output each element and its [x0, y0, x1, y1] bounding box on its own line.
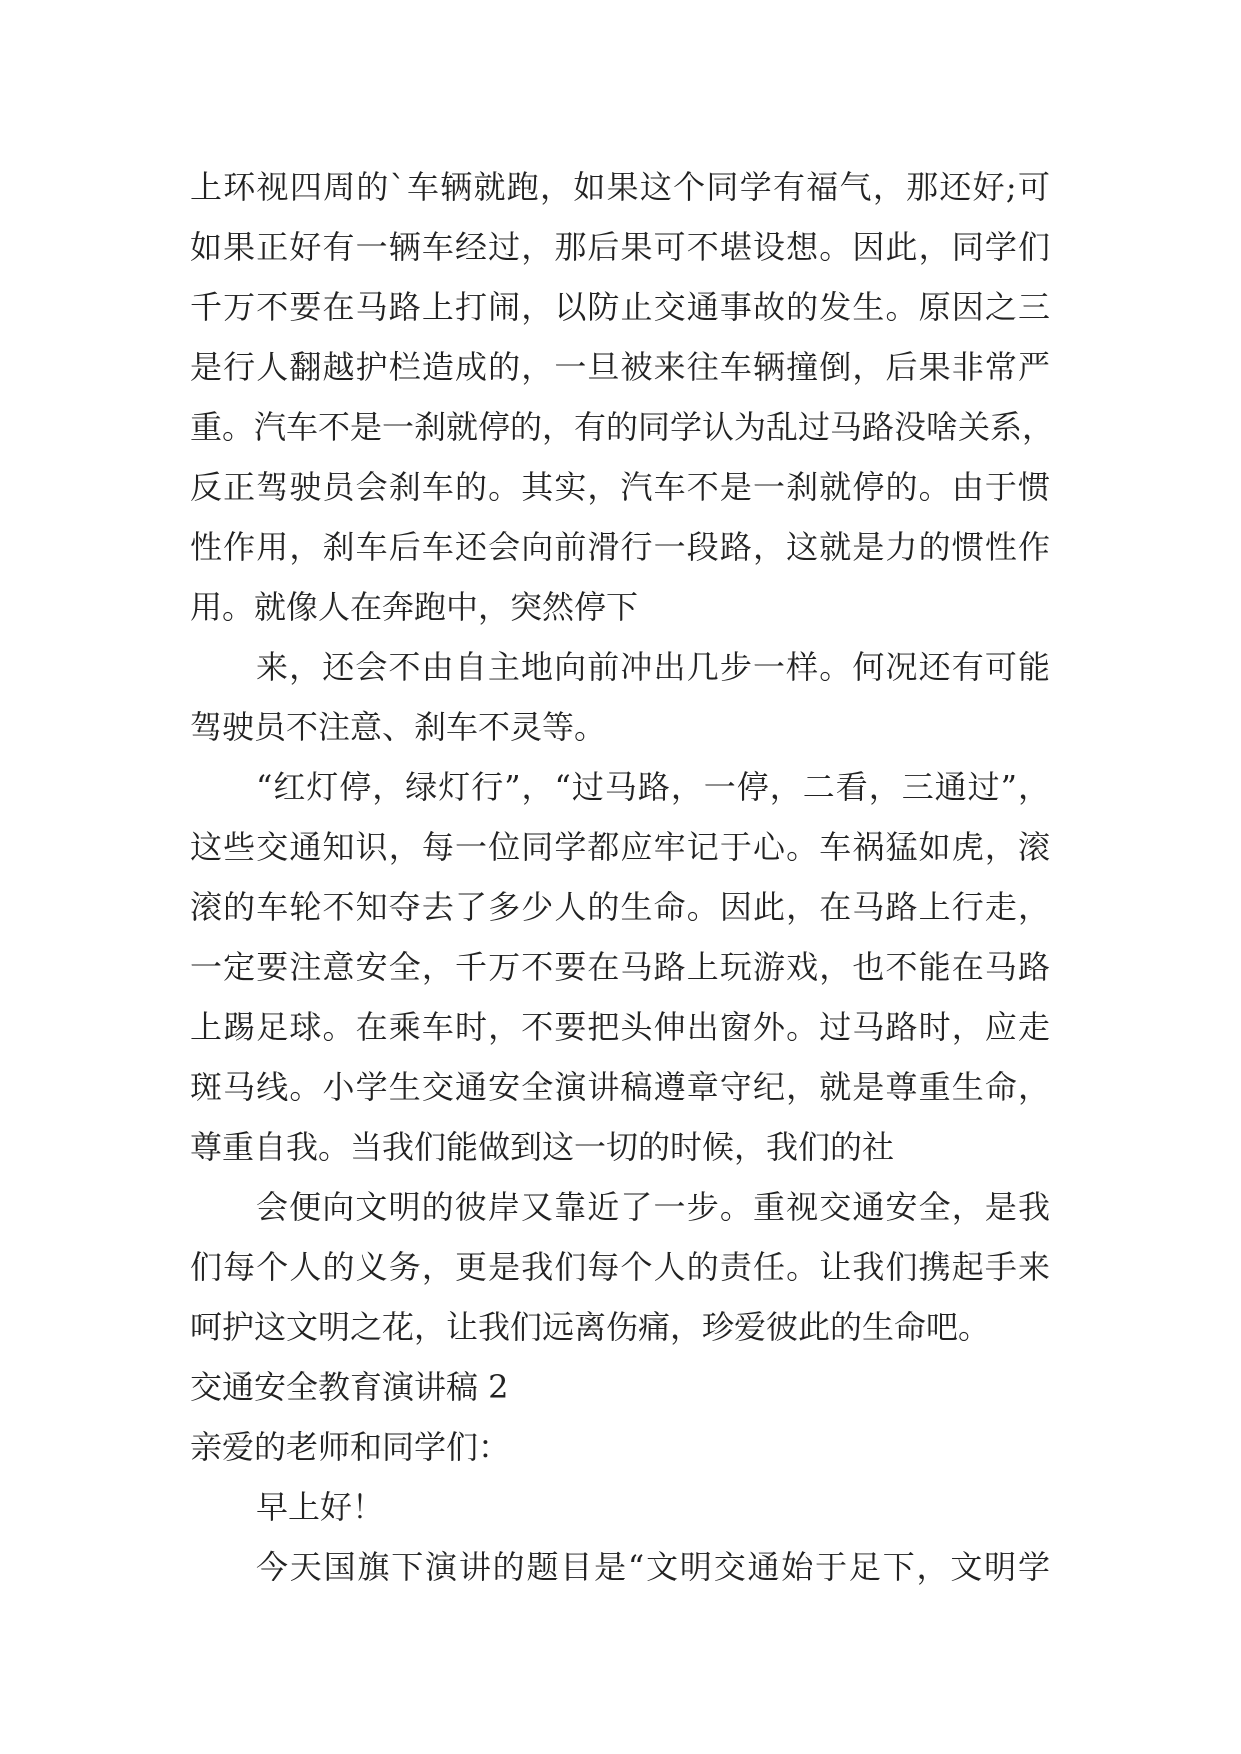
text-line: 呵护这文明之花，让我们远离伤痛，珍爱彼此的生命吧。: [190, 1308, 991, 1346]
text-line: 早上好！: [256, 1488, 385, 1526]
text-line: 交通安全教育演讲稿 2: [190, 1368, 509, 1406]
text-line: 重。汽车不是一刹就停的，有的同学认为乱过马路没啥关系，: [190, 408, 1055, 446]
text-line: 用。就像人在奔跑中，突然停下: [190, 588, 639, 626]
text-line: 一定要注意安全，千万不要在马路上玩游戏，也不能在马路: [190, 948, 1050, 986]
text-line: 上踢足球。在乘车时，不要把头伸出窗外。过马路时，应走: [190, 1008, 1050, 1046]
text-line: 是行人翻越护栏造成的，一旦被来往车辆撞倒，后果非常严: [190, 348, 1050, 386]
text-line: 千万不要在马路上打闹，以防止交通事故的发生。原因之三: [190, 288, 1050, 326]
text-line: 上环视四周的`车辆就跑，如果这个同学有福气，那还好;可: [190, 168, 1050, 206]
text-line: 尊重自我。当我们能做到这一切的时候，我们的社: [190, 1128, 895, 1166]
text-line: 们每个人的义务，更是我们每个人的责任。让我们携起手来: [190, 1248, 1050, 1286]
text-line: 反正驾驶员会刹车的。其实，汽车不是一刹就停的。由于惯: [190, 468, 1050, 506]
text-line: 来，还会不由自主地向前冲出几步一样。何况还有可能: [256, 648, 1050, 686]
text-line: 滚的车轮不知夺去了多少人的生命。因此，在马路上行走，: [190, 888, 1050, 926]
text-line: 驾驶员不注意、刹车不灵等。: [190, 708, 607, 746]
document-body: [190, 157, 1055, 1597]
text-line: 今天国旗下演讲的题目是“文明交通始于足下，文明学: [256, 1548, 1050, 1586]
text-line: 亲爱的老师和同学们：: [190, 1428, 511, 1466]
text-line: 会便向文明的彼岸又靠近了一步。重视交通安全，是我: [256, 1188, 1050, 1226]
text-line: “红灯停，绿灯行”，“过马路，一停，二看，三通过”，: [256, 768, 1050, 806]
text-line: 如果正好有一辆车经过，那后果可不堪设想。因此，同学们: [190, 228, 1050, 266]
text-line: 性作用，刹车后车还会向前滑行一段路，这就是力的惯性作: [190, 528, 1050, 566]
text-line: 斑马线。小学生交通安全演讲稿遵章守纪，就是尊重生命，: [190, 1068, 1050, 1106]
text-line: 这些交通知识，每一位同学都应牢记于心。车祸猛如虎，滚: [190, 828, 1050, 866]
